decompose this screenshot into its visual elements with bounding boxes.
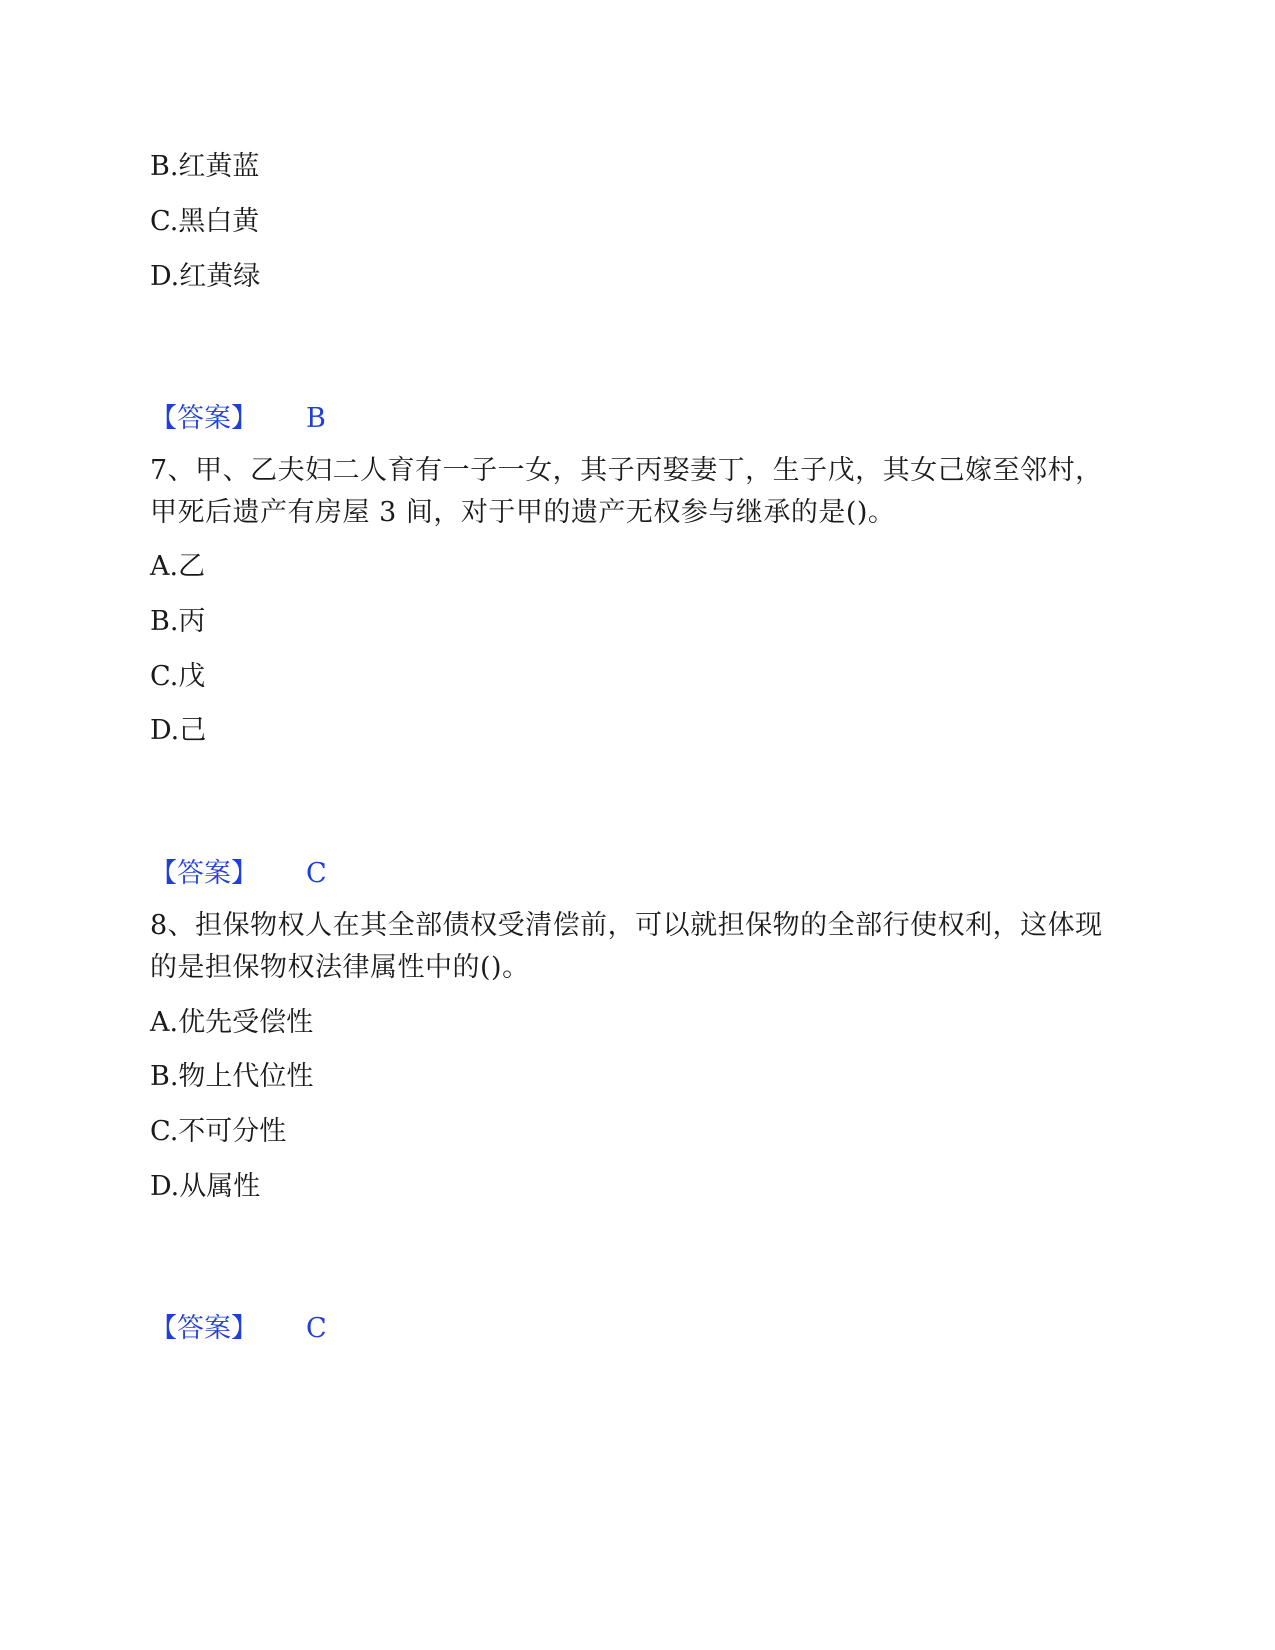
q8-answer [150, 1312, 327, 1346]
q8-option-a: A.优先受偿性 [150, 1007, 314, 1038]
q7-option-a: A.乙 [150, 551, 206, 582]
answer-value: B [306, 403, 326, 434]
q7-option-b: B.丙 [150, 606, 206, 637]
answer-label: 【答案】 [150, 858, 258, 889]
prev-option-d: D.红黄绿 [150, 261, 261, 292]
question-7-text: 7、甲、乙夫妇二人育有一子一女，其子丙娶妻丁，生子戊，其女己嫁至邻村，甲死后遗产有房屋 3 间，对于甲的遗产无权参与继承的是()。 [150, 455, 1103, 528]
q7-answer [150, 857, 327, 891]
answer-value: C [306, 858, 327, 889]
q8-option-d: D.从属性 [150, 1171, 261, 1202]
q8-option-b: B.物上代位性 [150, 1061, 314, 1092]
prev-answer [150, 402, 326, 436]
prev-option-b: B.红黄蓝 [150, 151, 260, 182]
answer-label: 【答案】 [150, 403, 258, 434]
q7-option-d: D.己 [150, 715, 207, 746]
answer-value: C [306, 1313, 327, 1344]
q8-option-c: C.不可分性 [150, 1116, 287, 1147]
q7-option-c: C.戊 [150, 661, 206, 692]
question-8-text: 8、担保物权人在其全部债权受清偿前，可以就担保物的全部行使权利，这体现的是担保物权法律属性中的()。 [150, 910, 1103, 983]
prev-option-c: C.黑白黄 [150, 206, 260, 237]
answer-label: 【答案】 [150, 1313, 258, 1344]
